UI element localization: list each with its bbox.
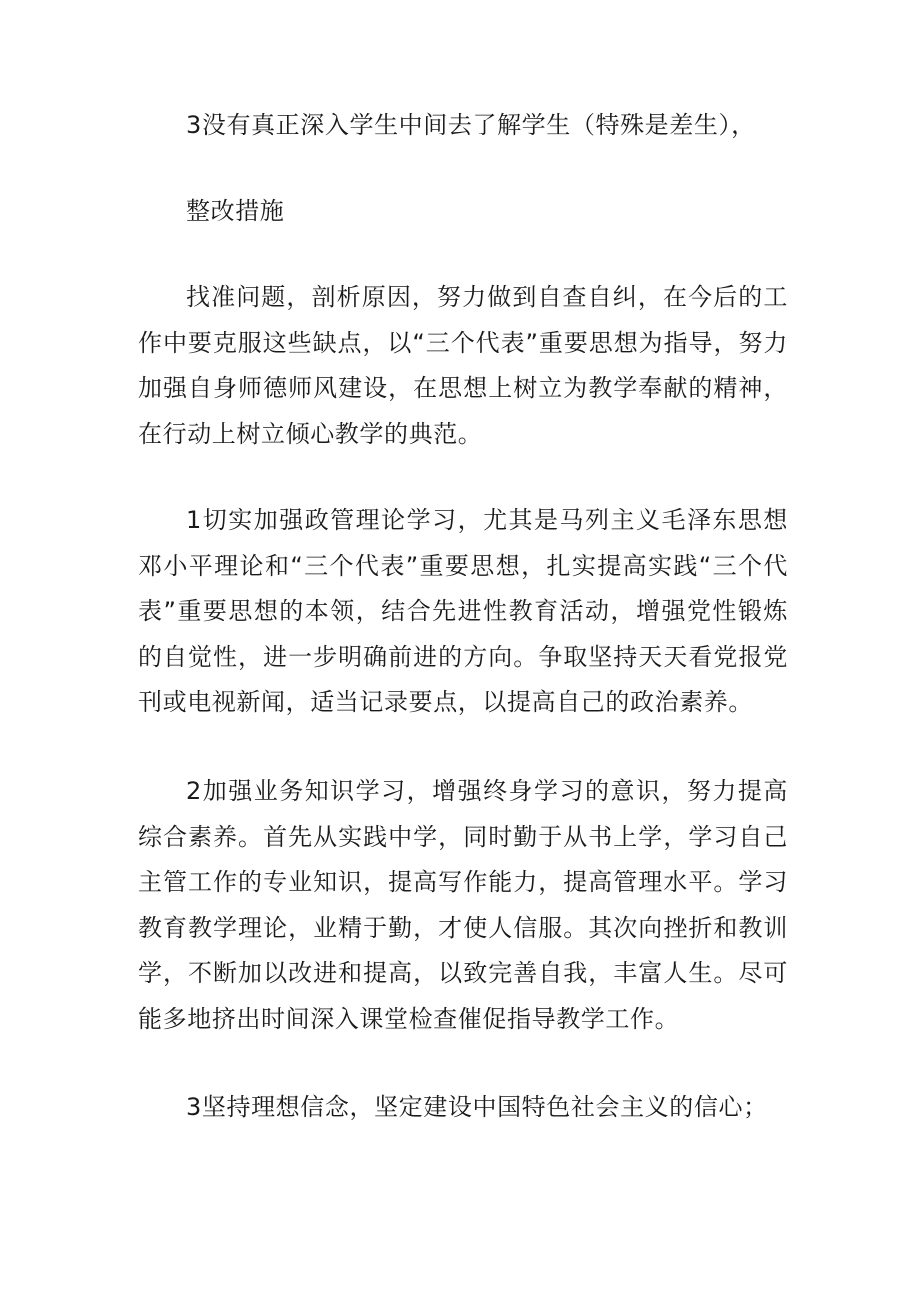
section-heading-rectification: 整改措施: [186, 197, 285, 225]
paragraph-measure-3: 3坚持理想信念，坚定建设中国特色社会主义的信心；: [186, 1093, 768, 1121]
paragraph-measure-2: 2加强业务知识学习，增强终身学习的意识，努力提高综合素养。首先从实践中学，同时勤于从书上学，学习自己主管工作的专业知识，提高写作能力，提高管理水平。学习教育教学理论，业精于勤，才使人信服。其次向挫折和教训学，不断加以改进和提高，以致完善自我，丰富人生。尽可能多地挤出时间深入课堂检查催促指导教学工作。: [138, 777, 788, 1033]
paragraph-item-3-shortcoming: 3没有真正深入学生中间去了解学生（特殊是差生），: [186, 111, 756, 139]
paragraph-intro: 找准问题，剖析原因，努力做到自查自纠，在今后的工作中要克服这些缺点，以“三个代表”重要思想为指导，努力加强自身师德师风建设，在思想上树立为教学奉献的精神，在行动上树立倾心教学的典范。: [138, 283, 788, 448]
paragraph-measure-1: 1切实加强政管理论学习，尤其是马列主义毛泽东思想邓小平理论和“三个代表”重要思想，扎实提高实践“三个代表”重要思想的本领，结合先进性教育活动，增强党性锻炼的自觉性，进一步明确前进的方向。争取坚持天天看党报党刊或电视新闻，适当记录要点，以提高自己的政治素养。: [138, 506, 788, 717]
